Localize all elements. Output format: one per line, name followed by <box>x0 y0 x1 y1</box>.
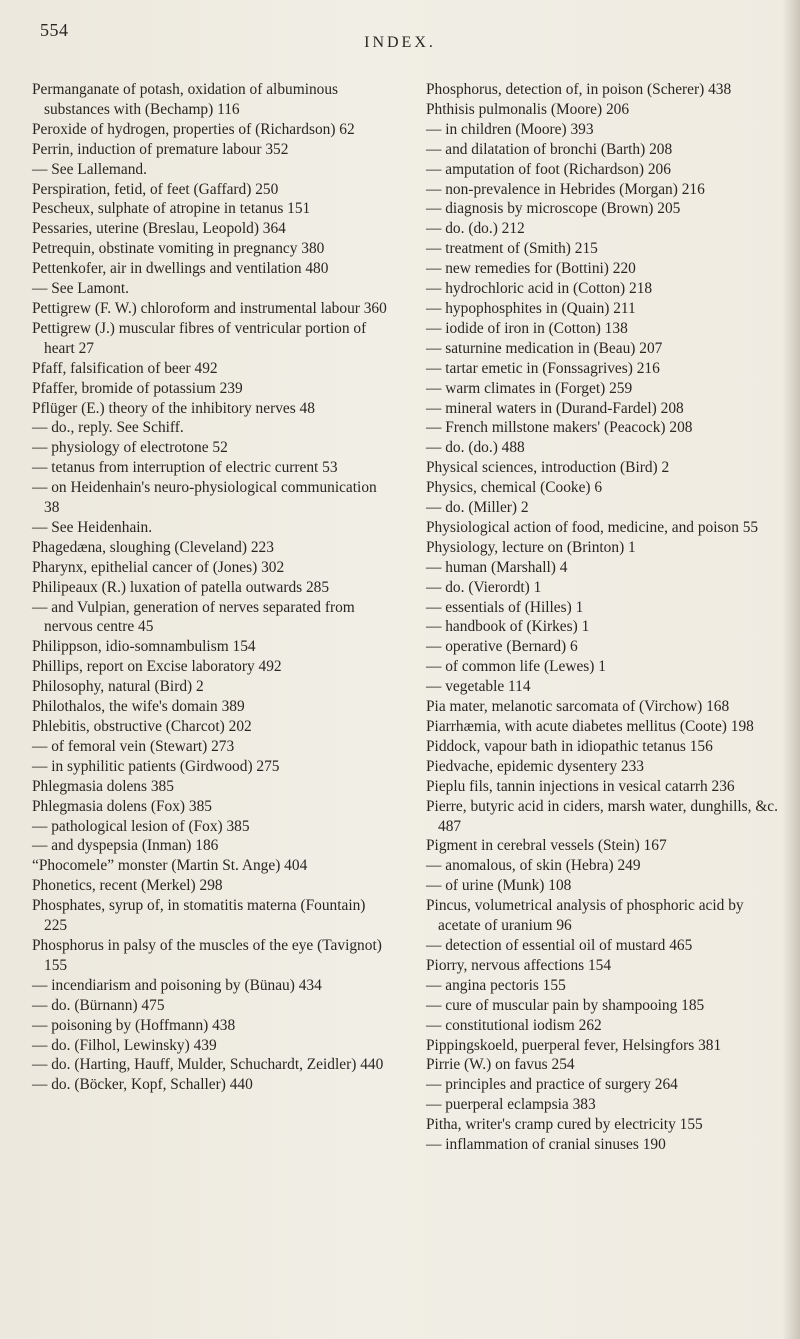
index-entry: — amputation of foot (Richardson) 206 <box>426 160 671 178</box>
index-entry: Pessaries, uterine (Breslau, Leopold) 364 <box>32 220 286 238</box>
index-entry: Piorry, nervous affections 154 <box>426 956 612 974</box>
index-column-left <box>32 80 390 1095</box>
index-entry: — in children (Moore) 393 <box>426 120 594 138</box>
index-column-right <box>426 80 784 1155</box>
index-entry: Phonetics, recent (Merkel) 298 <box>32 877 223 895</box>
index-entry: — diagnosis by microscope (Brown) 205 <box>426 200 681 218</box>
index-entry: — See Lamont. <box>32 280 130 298</box>
index-entry: — tetanus from interruption of electric current 53 <box>32 459 338 477</box>
index-entry: — tartar emetic in (Fonssagrives) 216 <box>426 359 660 377</box>
index-entry: — do. (Filhol, Lewinsky) 439 <box>32 1036 217 1054</box>
index-entry: — pathological lesion of (Fox) 385 <box>32 817 250 835</box>
index-entry: Philippson, idio-somnambulism 154 <box>32 638 256 656</box>
index-entry: — do. (Harting, Hauff, Mulder, Schuchardt, Zeidler) 440 <box>32 1056 384 1074</box>
index-entry: — inflammation of cranial sinuses 190 <box>426 1136 666 1154</box>
index-entry: — do. (Bürnann) 475 <box>32 996 165 1014</box>
index-entry: Permanganate of potash, oxidation of albuminous substances with (Bechamp) 116 <box>32 81 339 118</box>
index-entry: Piedvache, epidemic dysentery 233 <box>426 757 644 775</box>
index-entry: — French millstone makers' (Peacock) 208 <box>426 419 693 437</box>
index-entry: — do., reply. See Schiff. <box>32 419 184 437</box>
index-entry: Pettenkofer, air in dwellings and ventilation 480 <box>32 260 329 278</box>
index-entry: — treatment of (Smith) 215 <box>426 240 598 258</box>
index-entry: — do. (Böcker, Kopf, Schaller) 440 <box>32 1076 253 1094</box>
index-entry: Physiology, lecture on (Brinton) 1 <box>426 538 636 556</box>
index-entry: — physiology of electrotone 52 <box>32 439 228 457</box>
index-entry: Pieplu fils, tannin injections in vesical catarrh 236 <box>426 777 735 795</box>
index-entry: Phagedæna, sloughing (Cleveland) 223 <box>32 538 274 556</box>
index-entry: Pfaff, falsification of beer 492 <box>32 359 218 377</box>
index-entry: — human (Marshall) 4 <box>426 558 568 576</box>
index-entry: Phosphorus in palsy of the muscles of the eye (Tavignot) 155 <box>32 936 382 974</box>
index-entry: Pirrie (W.) on favus 254 <box>426 1056 575 1074</box>
index-entry: — angina pectoris 155 <box>426 976 566 994</box>
index-entry: Philipeaux (R.) luxation of patella outwards 285 <box>32 578 330 596</box>
index-entry: Phillips, report on Excise laboratory 492 <box>32 658 282 676</box>
index-entry: Physics, chemical (Cooke) 6 <box>426 479 603 497</box>
index-entry: Pigment in cerebral vessels (Stein) 167 <box>426 837 667 855</box>
index-entry: Pettigrew (J.) muscular fibres of ventricular portion of heart 27 <box>32 319 367 357</box>
index-entry: Pippingskoeld, puerperal fever, Helsingfors 381 <box>426 1036 722 1054</box>
index-entry: — warm climates in (Forget) 259 <box>426 379 633 397</box>
index-entry: — principles and practice of surgery 264 <box>426 1076 678 1094</box>
index-entry: “Phocomele” monster (Martin St. Ange) 404 <box>32 857 308 875</box>
index-entry: Pierre, butyric acid in ciders, marsh water, dunghills, &c. 487 <box>426 797 778 835</box>
page-number: 554 <box>40 20 69 40</box>
page-edge-shadow <box>782 0 800 1339</box>
index-entry: — detection of essential oil of mustard 465 <box>426 936 693 954</box>
index-entry: Physical sciences, introduction (Bird) 2 <box>426 459 670 477</box>
index-entry: Pflüger (E.) theory of the inhibitory nerves 48 <box>32 399 315 417</box>
index-entry: Piddock, vapour bath in idiopathic tetanus 156 <box>426 737 713 755</box>
index-entry: — and dilatation of bronchi (Barth) 208 <box>426 140 673 158</box>
index-entry: — hydrochloric acid in (Cotton) 218 <box>426 280 653 298</box>
index-entry: Phosphates, syrup of, in stomatitis materna (Fountain) 225 <box>32 897 366 935</box>
index-entry: Phlebitis, obstructive (Charcot) 202 <box>32 718 252 735</box>
index-entry: Phlegmasia dolens (Fox) 385 <box>32 797 212 815</box>
index-entry: — and Vulpian, generation of nerves separated from nervous centre 45 <box>32 598 355 636</box>
index-entry: — incendiarism and poisoning by (Bünau) 434 <box>32 976 322 994</box>
index-entry: — puerperal eclampsia 383 <box>426 1096 596 1114</box>
index-entry: Philothalos, the wife's domain 389 <box>32 698 245 716</box>
index-entry: — See Lallemand. <box>32 160 147 178</box>
index-entry: — saturnine medication in (Beau) 207 <box>426 339 663 357</box>
index-entry: — non-prevalence in Hebrides (Morgan) 216 <box>426 180 705 198</box>
index-entry: Pharynx, epithelial cancer of (Jones) 302 <box>32 558 285 576</box>
index-entry: — essentials of (Hilles) 1 <box>426 598 584 616</box>
index-entry: — cure of muscular pain by shampooing 185 <box>426 996 705 1014</box>
index-entry: Pitha, writer's cramp cured by electricity 155 <box>426 1116 703 1134</box>
index-entry: — new remedies for (Bottini) 220 <box>426 260 636 278</box>
index-entry: — and dyspepsia (Inman) 186 <box>32 837 219 855</box>
index-entry: — constitutional iodism 262 <box>426 1016 602 1034</box>
index-entry: — of urine (Munk) 108 <box>426 877 572 895</box>
running-head: INDEX. <box>364 34 436 51</box>
index-entry: — in syphilitic patients (Girdwood) 275 <box>32 757 280 775</box>
index-entry: Pfaffer, bromide of potassium 239 <box>32 379 243 397</box>
index-entry: — do. (do.) 488 <box>426 439 525 457</box>
index-entry: Phthisis pulmonalis (Moore) 206 <box>426 100 630 118</box>
index-entry: Perspiration, fetid, of feet (Gaffard) 250 <box>32 180 279 198</box>
index-entry: Peroxide of hydrogen, properties of (Richardson) 62 <box>32 120 355 138</box>
index-entry: — do. (do.) 212 <box>426 220 525 238</box>
index-entry: — poisoning by (Hoffmann) 438 <box>32 1016 236 1034</box>
index-entry: Phlegmasia dolens 385 <box>32 777 174 795</box>
index-entry: — of femoral vein (Stewart) 273 <box>32 737 235 755</box>
index-entry: — do. (Miller) 2 <box>426 499 529 517</box>
index-entry: Pia mater, melanotic sarcomata of (Virchow) 168 <box>426 698 730 716</box>
index-entry: Perrin, induction of premature labour 352 <box>32 140 289 158</box>
index-entry: Petrequin, obstinate vomiting in pregnancy 380 <box>32 240 325 258</box>
index-entry: — See Heidenhain. <box>32 518 153 536</box>
index-entry: Philosophy, natural (Bird) 2 <box>32 678 204 696</box>
index-entry: — on Heidenhain's neuro-physiological communication 38 <box>32 479 377 517</box>
index-entry: — iodide of iron in (Cotton) 138 <box>426 319 628 337</box>
index-entry: — handbook of (Kirkes) 1 <box>426 618 590 636</box>
index-entry: Pincus, volumetrical analysis of phosphoric acid by acetate of uranium 96 <box>426 897 744 935</box>
index-entry: — do. (Vierordt) 1 <box>426 578 542 596</box>
index-entry: — anomalous, of skin (Hebra) 249 <box>426 857 641 875</box>
index-entry: — hypophosphites in (Quain) 211 <box>426 299 636 317</box>
index-entry: Physiological action of food, medicine, and poison 55 <box>426 518 759 536</box>
index-entry: — vegetable 114 <box>426 678 531 696</box>
index-entry: Phosphorus, detection of, in poison (Scherer) 438 <box>426 81 732 98</box>
index-entry: Piarrhæmia, with acute diabetes mellitus (Coote) 198 <box>426 718 754 735</box>
index-entry: — mineral waters in (Durand-Fardel) 208 <box>426 399 684 417</box>
index-entry: Pettigrew (F. W.) chloroform and instrumental labour 360 <box>32 299 387 317</box>
index-entry: — operative (Bernard) 6 <box>426 638 578 656</box>
index-entry: Pescheux, sulphate of atropine in tetanus 151 <box>32 200 311 218</box>
index-entry: — of common life (Lewes) 1 <box>426 658 606 676</box>
